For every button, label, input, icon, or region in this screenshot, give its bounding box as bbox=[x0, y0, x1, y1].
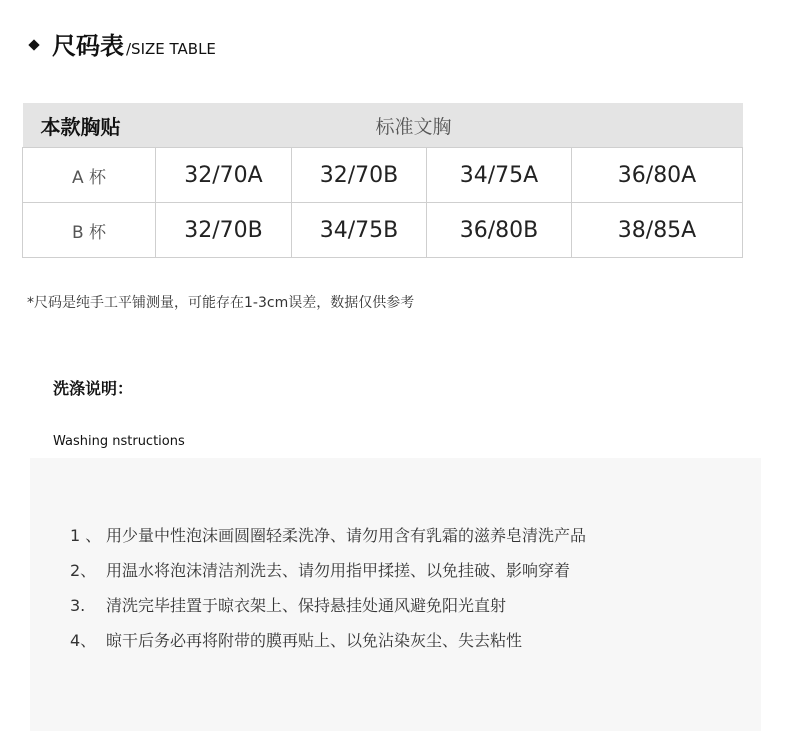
size-table bbox=[22, 103, 743, 258]
list-item-text: 用温水将泡沫清洁剂洗去、请勿用指甲揉搓、以免挂破、影响穿着 bbox=[106, 561, 571, 580]
washing-title: 洗涤说明： bbox=[53, 379, 134, 398]
size-cell: 36/80B bbox=[427, 203, 572, 258]
list-item-text: 清洗完毕挂置于晾衣架上、保持悬挂处通风避免阳光直射 bbox=[106, 596, 507, 615]
size-cell: 34/75B bbox=[292, 203, 427, 258]
size-cell: 32/70B bbox=[156, 203, 292, 258]
page-title: 尺码表 bbox=[52, 32, 124, 60]
list-item bbox=[70, 629, 586, 664]
list-item bbox=[70, 524, 586, 559]
washing-list bbox=[70, 524, 586, 664]
list-item-text: 用少量中性泡沫画圆圈轻柔洗净、请勿用含有乳霜的滋养皂清洗产品 bbox=[106, 526, 587, 545]
list-item-number: 4、 bbox=[70, 631, 97, 650]
table-header-row bbox=[23, 103, 743, 148]
page-subtitle: /SIZE TABLE bbox=[126, 40, 216, 58]
cup-cell: B 杯 bbox=[23, 203, 156, 258]
list-item bbox=[70, 594, 586, 629]
table-row bbox=[23, 203, 743, 258]
diamond-bullet-icon bbox=[28, 39, 39, 50]
header-standard-label: 标准文胸 bbox=[156, 103, 743, 148]
size-cell: 34/75A bbox=[427, 148, 572, 203]
list-item-text: 晾干后务必再将附带的膜再贴上、以免沾染灰尘、失去粘性 bbox=[106, 631, 523, 650]
page-header bbox=[30, 26, 216, 61]
list-item-number: 2、 bbox=[70, 561, 97, 580]
cup-cell: A 杯 bbox=[23, 148, 156, 203]
washing-title-en: Washing nstructions bbox=[53, 434, 185, 449]
list-item-number: 3. bbox=[70, 596, 86, 615]
table-row bbox=[23, 148, 743, 203]
size-cell: 32/70B bbox=[292, 148, 427, 203]
size-cell: 32/70A bbox=[156, 148, 292, 203]
washing-instructions-box bbox=[30, 458, 761, 731]
header-product-label: 本款胸贴 bbox=[23, 103, 156, 148]
measurement-note: *尺码是纯手工平铺测量，可能存在1-3cm误差，数据仅供参考 bbox=[27, 295, 415, 311]
size-cell: 36/80A bbox=[572, 148, 743, 203]
size-cell: 38/85A bbox=[572, 203, 743, 258]
list-item bbox=[70, 559, 586, 594]
list-item-number: 1 、 bbox=[70, 526, 102, 545]
